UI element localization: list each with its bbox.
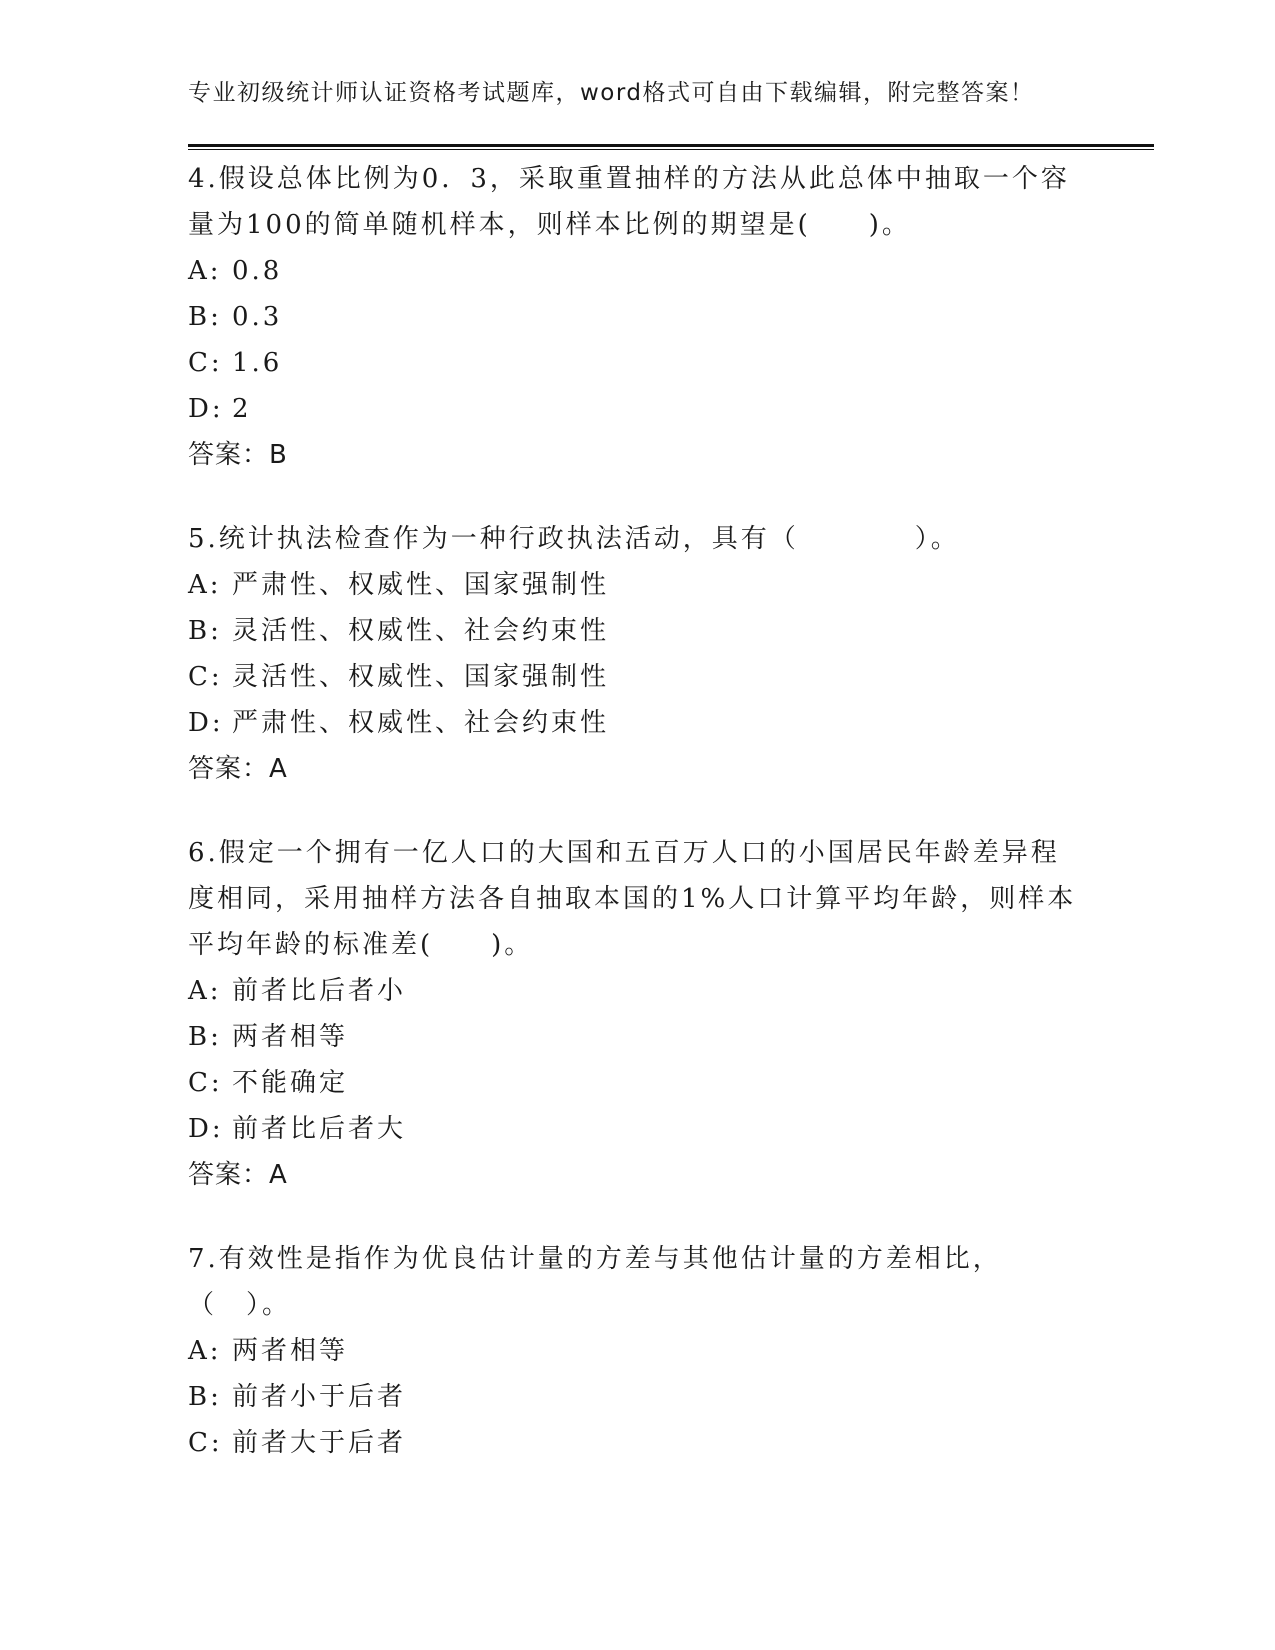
option-c (188, 1060, 1088, 1106)
option-text: 灵活性、权威性、社会约束性 (232, 616, 610, 646)
option-letter: B: (188, 1022, 222, 1052)
option-letter: B: (188, 1382, 222, 1412)
question-text: 6.假定一个拥有一亿人口的大国和五百万人口的小国居民年龄差异程度相同，采用抽样方法各自抽取本国的1%人口计算平均年龄，则样本平均年龄的标准差( )。 (188, 838, 1077, 960)
option-letter: A: (188, 976, 222, 1006)
option-text: 2 (232, 394, 252, 424)
option-a (188, 968, 1088, 1014)
option-letter: A: (188, 1336, 222, 1366)
option-c (188, 340, 1088, 386)
header-rule-thick (188, 144, 1154, 147)
page-header: 专业初级统计师认证资格考试题库，word格式可自由下载编辑，附完整答案！ (188, 80, 1035, 106)
option-d (188, 700, 1088, 746)
option-letter: D: (188, 394, 224, 424)
option-b (188, 294, 1088, 340)
question-text: 4.假设总体比例为0．3，采取重置抽样的方法从此总体中抽取一个容量为100的简单随机样本，则样本比例的期望是( )。 (188, 164, 1070, 240)
option-text: 两者相等 (232, 1336, 349, 1366)
option-text: 前者大于后者 (232, 1428, 407, 1458)
question-7 (188, 1236, 1088, 1466)
option-text: 严肃性、权威性、国家强制性 (232, 570, 610, 600)
option-text: 前者比后者大 (232, 1114, 407, 1144)
option-a (188, 1328, 1088, 1374)
option-b (188, 1374, 1088, 1420)
option-b (188, 608, 1088, 654)
option-text: 前者比后者小 (232, 976, 407, 1006)
option-b (188, 1014, 1088, 1060)
option-letter: B: (188, 302, 222, 332)
option-text: 0.3 (232, 302, 283, 332)
option-letter: C: (188, 662, 223, 692)
answer-text: 答案：A (188, 1160, 288, 1190)
question-text: 5.统计执法检查作为一种行政执法活动，具有（ ）。 (188, 524, 960, 554)
option-letter: C: (188, 1428, 223, 1458)
option-a (188, 562, 1088, 608)
option-letter: A: (188, 570, 222, 600)
option-text: 0.8 (232, 256, 283, 286)
option-text: 1.6 (232, 348, 283, 378)
question-4 (188, 156, 1088, 478)
option-letter: D: (188, 708, 224, 738)
question-5 (188, 516, 1088, 792)
option-a (188, 248, 1088, 294)
option-text: 前者小于后者 (232, 1382, 407, 1412)
answer-text: 答案：A (188, 754, 288, 784)
option-d (188, 386, 1088, 432)
question-list (188, 156, 1088, 1504)
question-text: 7.有效性是指作为优良估计量的方差与其他估计量的方差相比，（ ）。 (188, 1244, 1002, 1320)
header-rule-thin (188, 149, 1154, 150)
option-letter: C: (188, 348, 223, 378)
option-letter: C: (188, 1068, 223, 1098)
option-c (188, 654, 1088, 700)
option-d (188, 1106, 1088, 1152)
question-6 (188, 830, 1088, 1198)
option-text: 严肃性、权威性、社会约束性 (232, 708, 610, 738)
option-c (188, 1420, 1088, 1466)
option-text: 不能确定 (232, 1068, 349, 1098)
option-letter: B: (188, 616, 222, 646)
option-letter: A: (188, 256, 222, 286)
answer-text: 答案：B (188, 440, 288, 470)
option-text: 灵活性、权威性、国家强制性 (232, 662, 610, 692)
option-letter: D: (188, 1114, 224, 1144)
option-text: 两者相等 (232, 1022, 349, 1052)
